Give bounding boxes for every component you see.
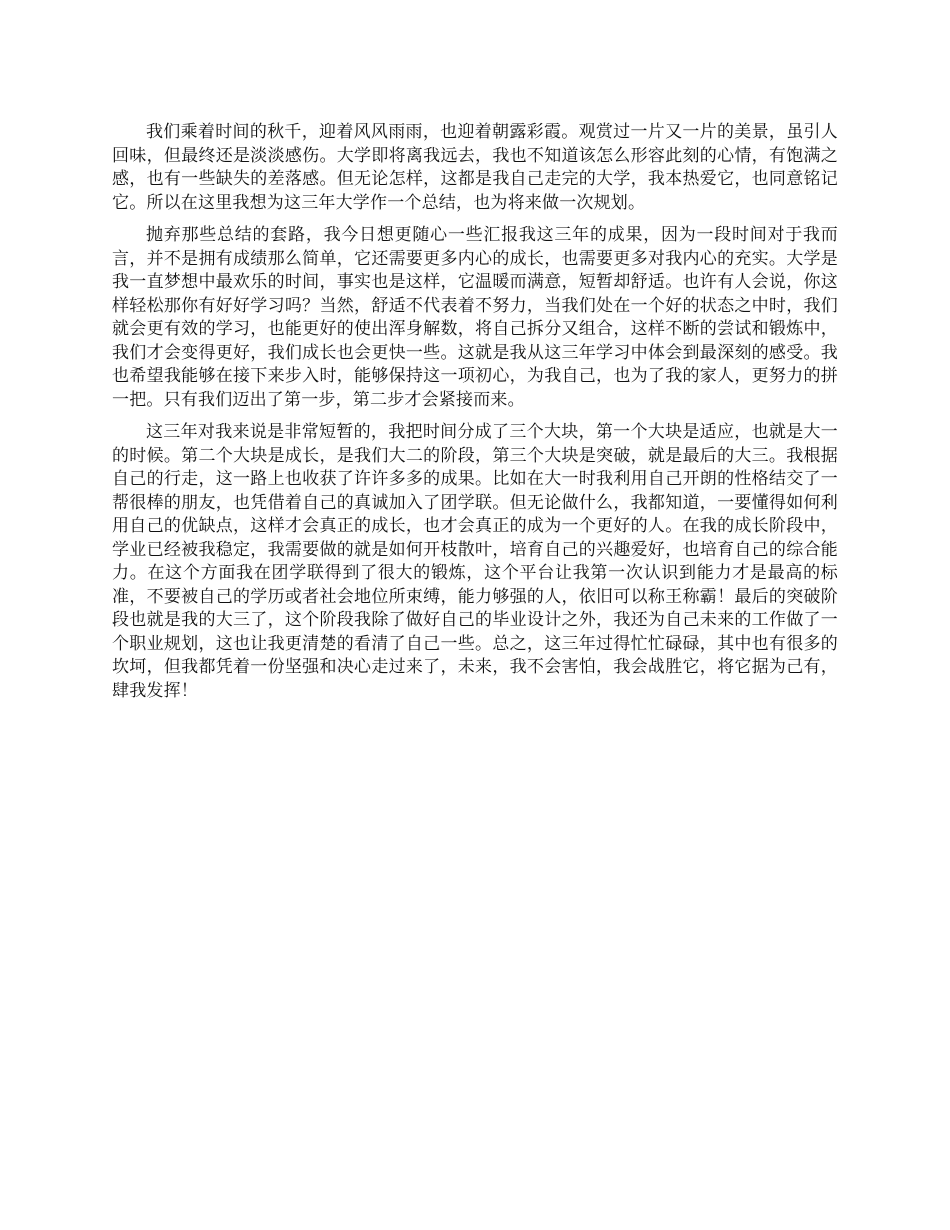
paragraph-1: 我们乘着时间的秋千，迎着风风雨雨，也迎着朝露彩霞。观赏过一片又一片的美景，虽引人回味，但最终还是淡淡感伤。大学即将离我远去，我也不知道该怎么形容此刻的心情，有饱满之感，也有一些缺失的差落感。但无论怎样，这都是我自己走完的大学，我本热爱它，也同意铭记它。所以在这里我想为这三年大学作一个总结，也为将来做一次规划。: [112, 122, 838, 213]
paragraph-3: 这三年对我来说是非常短暂的，我把时间分成了三个大块，第一个大块是适应，也就是大一的时候。第二个大块是成长，是我们大二的阶段，第三个大块是突破，就是最后的大三。我根据自己的行走，这一路上也收获了许许多多的成果。比如在大一时我利用自己开朗的性格结交了一帮很棒的朋友，也凭借着自己的真诚加入了团学联。但无论做什么，我都知道，一要懂得如何利用自己的优缺点，这样才会真正的成长，也才会真正的成为一个更好的人。在我的成长阶段中，学业已经被我稳定，我需要做的就是如何开枝散叶，培育自己的兴趣爱好，也培育自己的综合能力。在这个方面我在团学联得到了很大的锻炼，这个平台让我第一次认识到能力才是最高的标准，不要被自己的学历或者社会地位所束缚，能力够强的人，依旧可以称王称霸！最后的突破阶段也就是我的大三了，这个阶段我除了做好自己的毕业设计之外，我还为自己未来的工作做了一个职业规划，这也让我更清楚的看清了自己一些。总之，这三年过得忙忙碌碌，其中也有很多的坎坷，但我都凭着一份坚强和决心走过来了，未来，我不会害怕，我会战胜它，将它据为己有，肆我发挥！: [112, 422, 838, 701]
document-body: [112, 121, 838, 712]
paragraph-2: 抛弃那些总结的套路，我今日想更随心一些汇报我这三年的成果，因为一段时间对于我而言，并不是拥有成绩那么简单，它还需要更多内心的成长，也需要更多对我内心的充实。大学是我一直梦想中最欢乐的时间，事实也是这样，它温暖而满意，短暂却舒适。也许有人会说，你这样轻松那你有好好学习吗？当然，舒适不代表着不努力，当我们处在一个好的状态之中时，我们就会更有效的学习，也能更好的使出浑身解数，将自己拆分又组合，这样不断的尝试和锻炼中，我们才会变得更好，我们成长也会更快一些。这就是我从这三年学习中体会到最深刻的感受。我也希望我能够在接下来步入时，能够保持这一项初心，为我自己，也为了我的家人，更努力的拼一把。只有我们迈出了第一步，第二步才会紧接而来。: [112, 225, 838, 410]
